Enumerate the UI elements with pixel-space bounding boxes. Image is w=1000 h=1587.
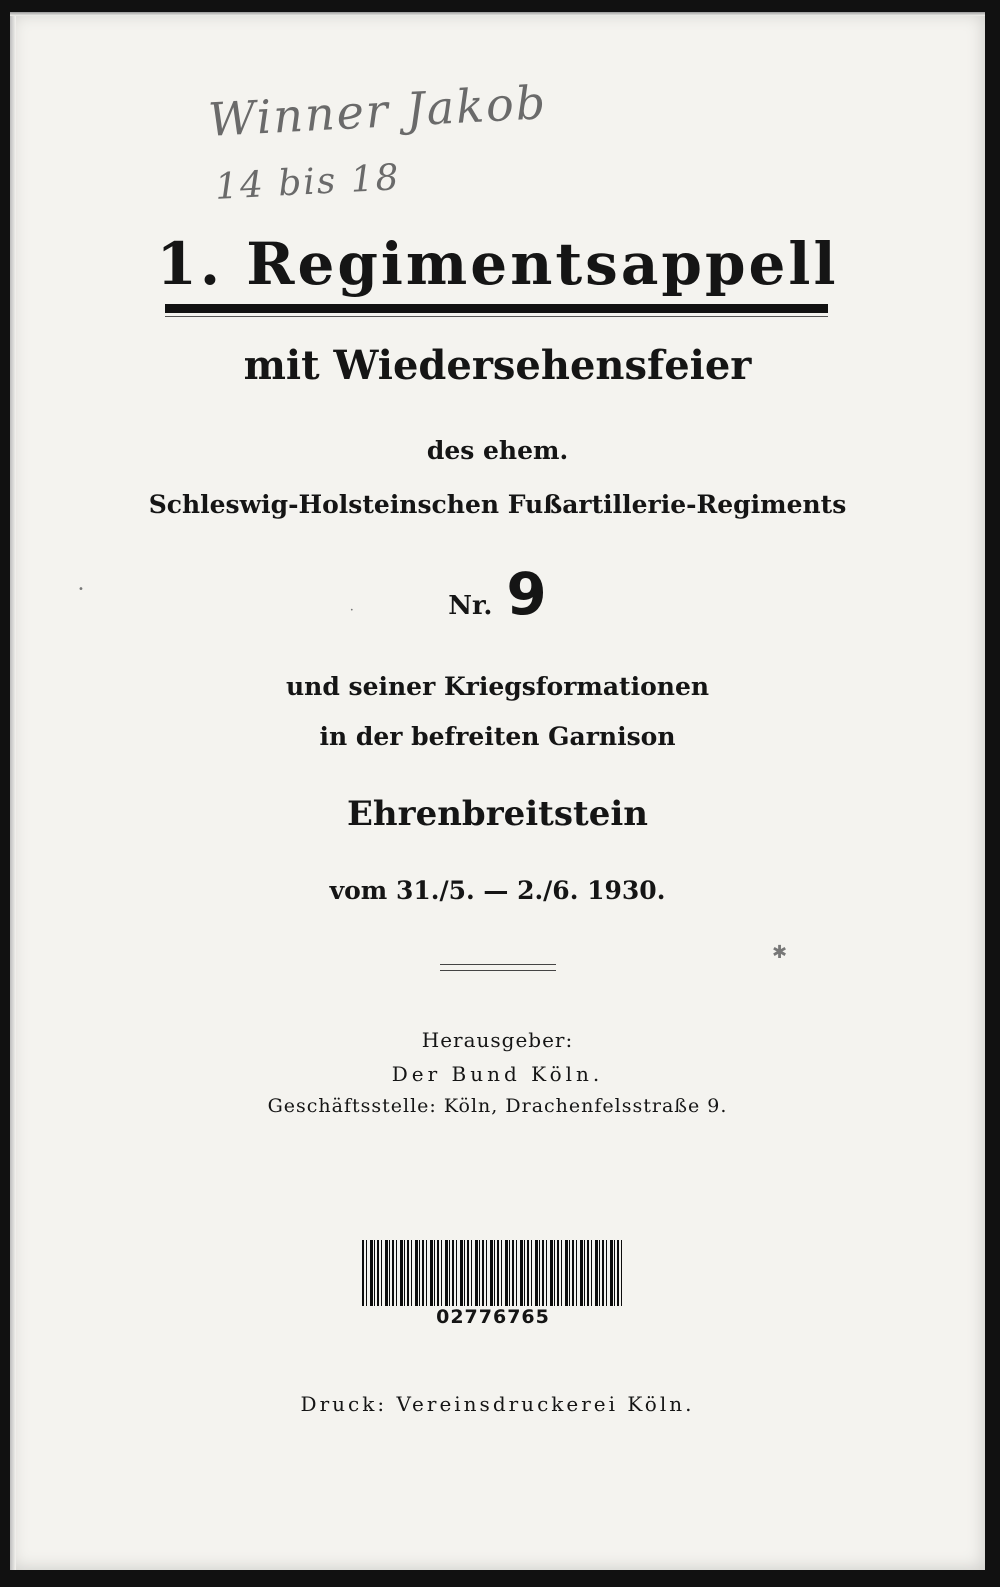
title-underline-thin (165, 316, 828, 317)
text-regiment-name: Schleswig-Holsteinschen Fußartillerie-Regiments (148, 490, 847, 519)
publisher-label: Herausgeber: (421, 1028, 574, 1052)
publisher-name: Der Bund Köln. (391, 1062, 604, 1086)
text-des-ehem: des ehem. (426, 436, 569, 465)
title-underline (165, 304, 828, 313)
document-title: 1. Regimentsappell (156, 230, 839, 298)
section-divider (440, 964, 556, 971)
event-dates: vom 31./5. — 2./6. 1930. (329, 876, 666, 905)
document-subtitle: mit Wiedersehensfeier (243, 342, 752, 389)
regiment-number-value: 9 (506, 560, 547, 628)
publisher-address: Geschäftsstelle: Köln, Drachenfelsstraße 9. (267, 1095, 728, 1117)
paper-speck: • (350, 607, 354, 614)
barcode (362, 1240, 624, 1306)
regiment-number (10, 560, 985, 628)
handwritten-name: Winner Jakob (206, 75, 549, 147)
printer-credit: Druck: Vereinsdruckerei Köln. (300, 1392, 695, 1416)
handwritten-note: 14 bis 18 (214, 157, 402, 208)
paper-speck: ✱ (772, 942, 788, 963)
barcode-number: 02776765 (436, 1306, 550, 1328)
paper-speck: • (78, 584, 84, 595)
document-page (10, 12, 985, 1570)
regiment-number-label: Nr. (448, 591, 493, 621)
text-war-formations: und seiner Kriegsformationen (285, 672, 710, 701)
place-name: Ehrenbreitstein (347, 794, 648, 834)
text-garrison: in der befreiten Garnison (319, 722, 676, 751)
page-top-shadow (10, 12, 985, 16)
